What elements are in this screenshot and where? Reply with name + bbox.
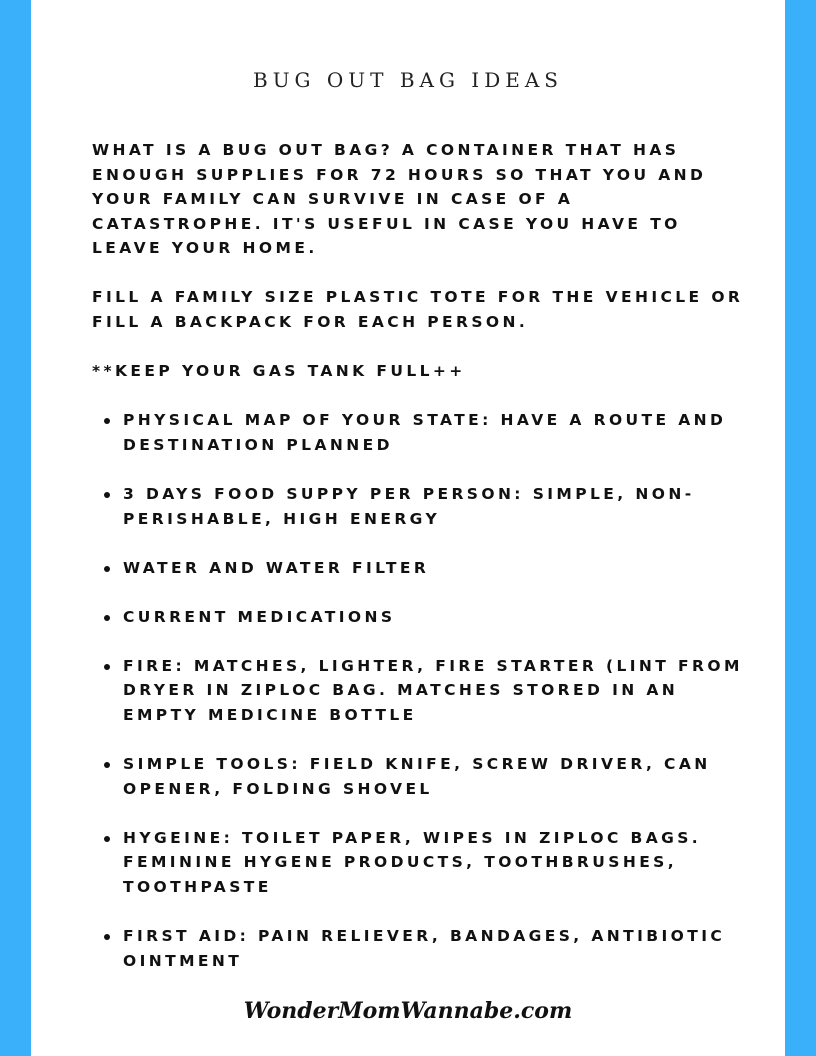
website-footer: WonderMomWannabe.com xyxy=(243,998,573,1024)
list-item xyxy=(92,605,752,630)
bullet-icon xyxy=(104,418,110,424)
list-item-text: SIMPLE TOOLS: FIELD KNIFE, SCREW DRIVER, CAN OPENER, FOLDING SHOVEL xyxy=(123,755,711,798)
bullet-icon xyxy=(104,934,110,940)
bullet-icon xyxy=(104,615,110,621)
list-item-text: HYGEINE: TOILET PAPER, WIPES IN ZIPLOC BAGS. FEMININE HYGENE PRODUCTS, TOOTHBRUSHES, TOOTHPASTE xyxy=(123,828,702,896)
list-item-text: FIRE: MATCHES, LIGHTER, FIRE STARTER (LINT FROM DRYER IN ZIPLOC BAG. MATCHES STORED IN AN EMPTY MEDICINE BOTTLE xyxy=(123,656,743,724)
left-border xyxy=(0,0,31,1056)
list-item-text: 3 DAYS FOOD SUPPY PER PERSON: SIMPLE, NON-PERISHABLE, HIGH ENERGY xyxy=(123,484,695,528)
page-title: BUG OUT BAG IDEAS xyxy=(253,68,563,92)
list-item xyxy=(92,826,752,900)
right-border xyxy=(785,0,816,1056)
list-item xyxy=(92,408,752,457)
bullet-icon xyxy=(104,492,110,498)
bullet-icon xyxy=(104,566,110,572)
bullet-icon xyxy=(104,762,110,768)
list-item-text: CURRENT MEDICATIONS xyxy=(123,607,396,626)
bullet-icon xyxy=(104,836,110,842)
tote-paragraph: FILL A FAMILY SIZE PLASTIC TOTE FOR THE VEHICLE OR FILL A BACKPACK FOR EACH PERSON. xyxy=(92,288,744,332)
gas-tank-note: **KEEP YOUR GAS TANK FULL++ xyxy=(92,362,466,381)
list-item-text: WATER AND WATER FILTER xyxy=(123,558,430,577)
list-item xyxy=(92,752,752,801)
list-item xyxy=(92,654,752,728)
list-item xyxy=(92,556,752,581)
supply-list xyxy=(92,408,752,973)
list-item xyxy=(92,482,752,531)
bullet-icon xyxy=(104,664,110,670)
list-item-text: PHYSICAL MAP OF YOUR STATE: HAVE A ROUTE AND DESTINATION PLANNED xyxy=(123,411,727,454)
intro-paragraph: WHAT IS A BUG OUT BAG? A CONTAINER THAT HAS ENOUGH SUPPLIES FOR 72 HOURS SO THAT YOU AND YOUR FAMILY CAN SURVIVE IN CASE OF A CATASTROPHE. IT'S USEFUL IN CASE YOU HAVE TO LEAVE YOUR HOME. xyxy=(92,141,707,258)
list-item xyxy=(92,924,752,973)
list-item-text: FIRST AID: PAIN RELIEVER, BANDAGES, ANTIBIOTIC OINTMENT xyxy=(123,927,726,970)
content xyxy=(92,138,752,998)
